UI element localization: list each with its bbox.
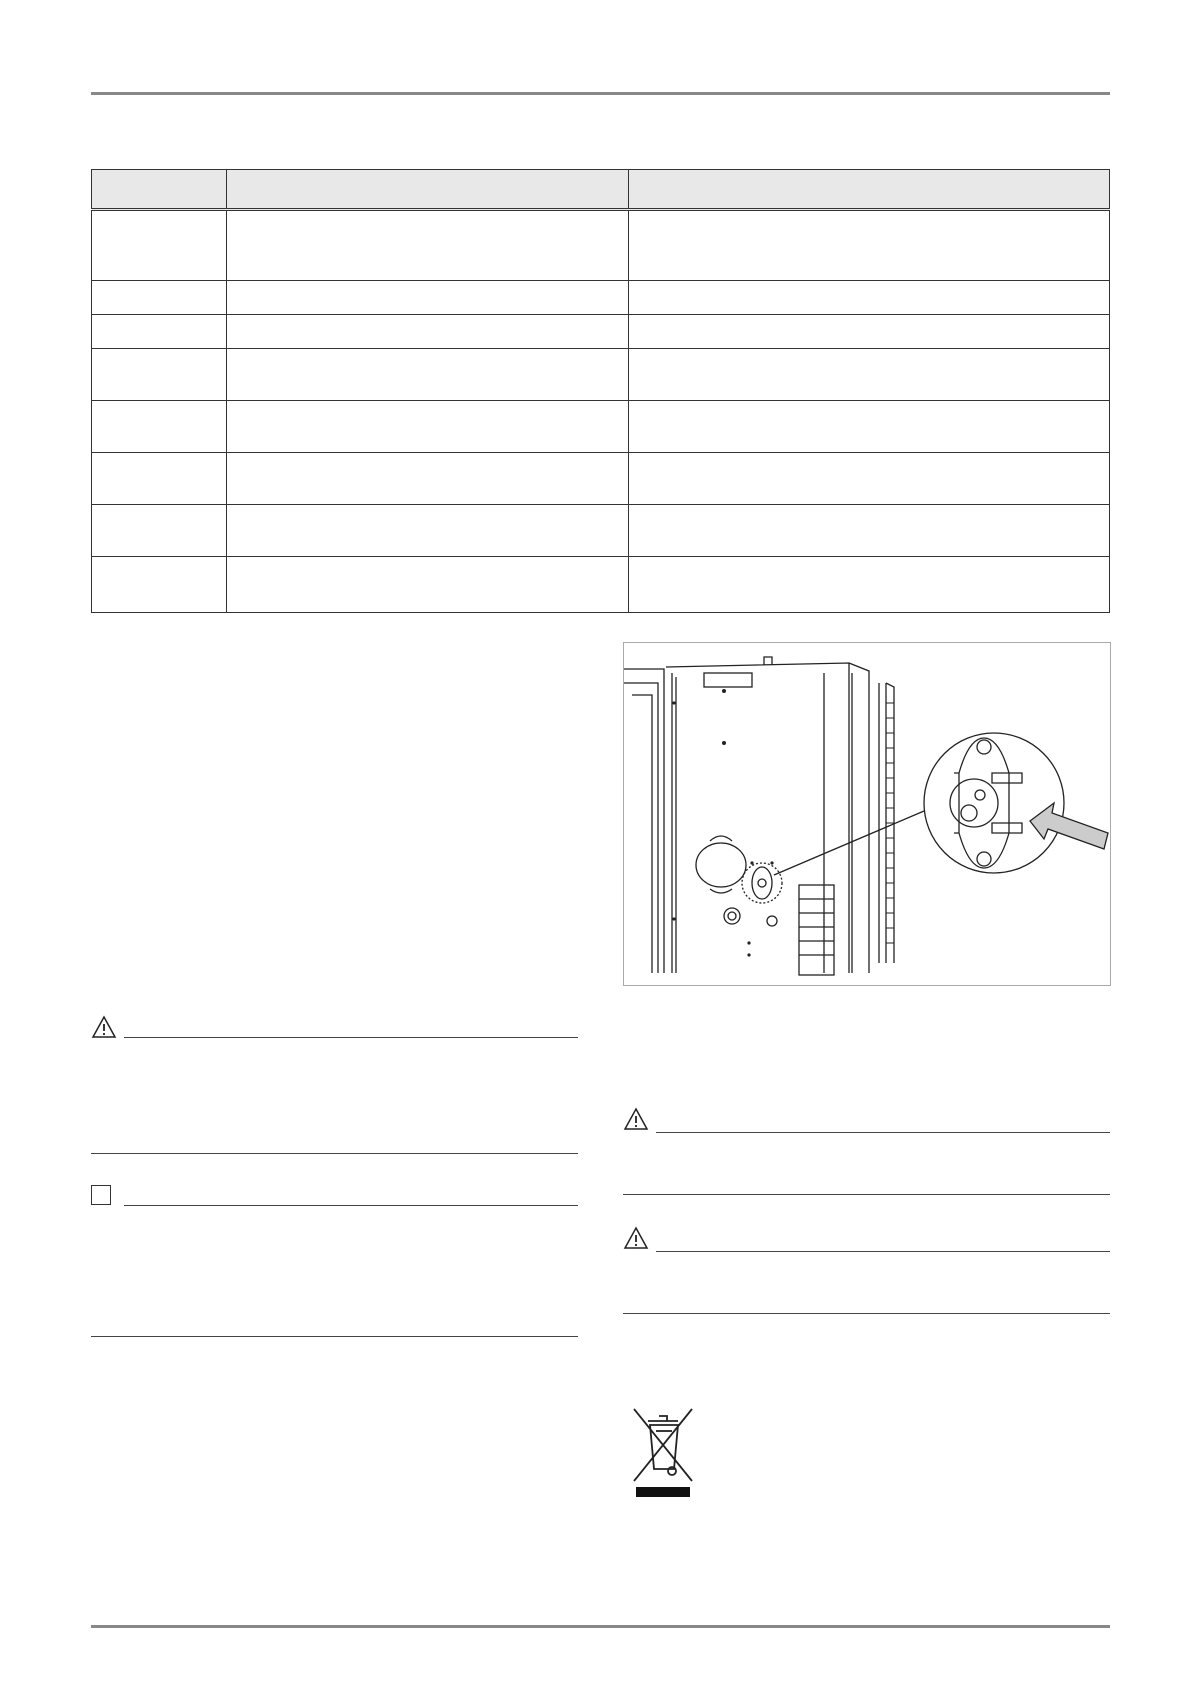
table-header-row	[92, 170, 1110, 210]
table-row	[92, 401, 1110, 453]
table-cell	[227, 210, 629, 281]
table-cell	[92, 210, 227, 281]
footer-rule	[91, 1625, 1110, 1628]
table-cell	[92, 281, 227, 315]
header-rule	[91, 92, 1110, 95]
table-cell	[92, 349, 227, 401]
table-cell	[629, 349, 1110, 401]
table-row	[92, 349, 1110, 401]
note-footer-rule	[623, 1313, 1110, 1314]
table-row	[92, 505, 1110, 557]
table-cell	[227, 315, 629, 349]
table-cell	[92, 315, 227, 349]
table-cell	[227, 401, 629, 453]
specification-table	[91, 169, 1110, 613]
note-header-rule	[124, 1205, 578, 1206]
table-cell	[629, 315, 1110, 349]
pointer-arrow-icon	[1030, 803, 1108, 849]
table-row	[92, 210, 1110, 281]
table-cell	[629, 453, 1110, 505]
table-cell	[227, 453, 629, 505]
note-header-rule	[124, 1037, 578, 1038]
table-row	[92, 453, 1110, 505]
info-box-icon	[91, 1185, 111, 1205]
table-cell	[92, 557, 227, 613]
warning-triangle-icon	[91, 1015, 117, 1039]
table-cell	[227, 349, 629, 401]
table-row	[92, 557, 1110, 613]
warning-note-right-2	[623, 1226, 1110, 1321]
table-header-cell	[227, 170, 629, 210]
table-cell	[227, 557, 629, 613]
note-footer-rule	[91, 1153, 578, 1154]
crossed-out-bin-icon	[632, 1405, 694, 1497]
table-row	[92, 281, 1110, 315]
table-cell	[92, 401, 227, 453]
table-cell	[629, 281, 1110, 315]
table-row	[92, 315, 1110, 349]
table-cell	[227, 505, 629, 557]
appliance-drawing	[624, 643, 1110, 985]
table-cell	[92, 505, 227, 557]
warning-note-left	[91, 1015, 578, 1160]
table-cell	[629, 210, 1110, 281]
info-note-left	[91, 1185, 578, 1345]
table-cell	[629, 505, 1110, 557]
warning-triangle-icon	[623, 1107, 649, 1131]
note-footer-rule	[623, 1194, 1110, 1195]
table-cell	[227, 281, 629, 315]
note-header-rule	[656, 1132, 1110, 1133]
table-cell	[629, 401, 1110, 453]
thermostat-location-figure	[623, 642, 1111, 986]
table-header-cell	[92, 170, 227, 210]
note-footer-rule	[91, 1336, 578, 1337]
table-cell	[92, 453, 227, 505]
warning-note-right-1	[623, 1107, 1110, 1202]
table-header-cell	[629, 170, 1110, 210]
note-header-rule	[656, 1251, 1110, 1252]
table-cell	[629, 557, 1110, 613]
warning-triangle-icon	[623, 1226, 649, 1250]
